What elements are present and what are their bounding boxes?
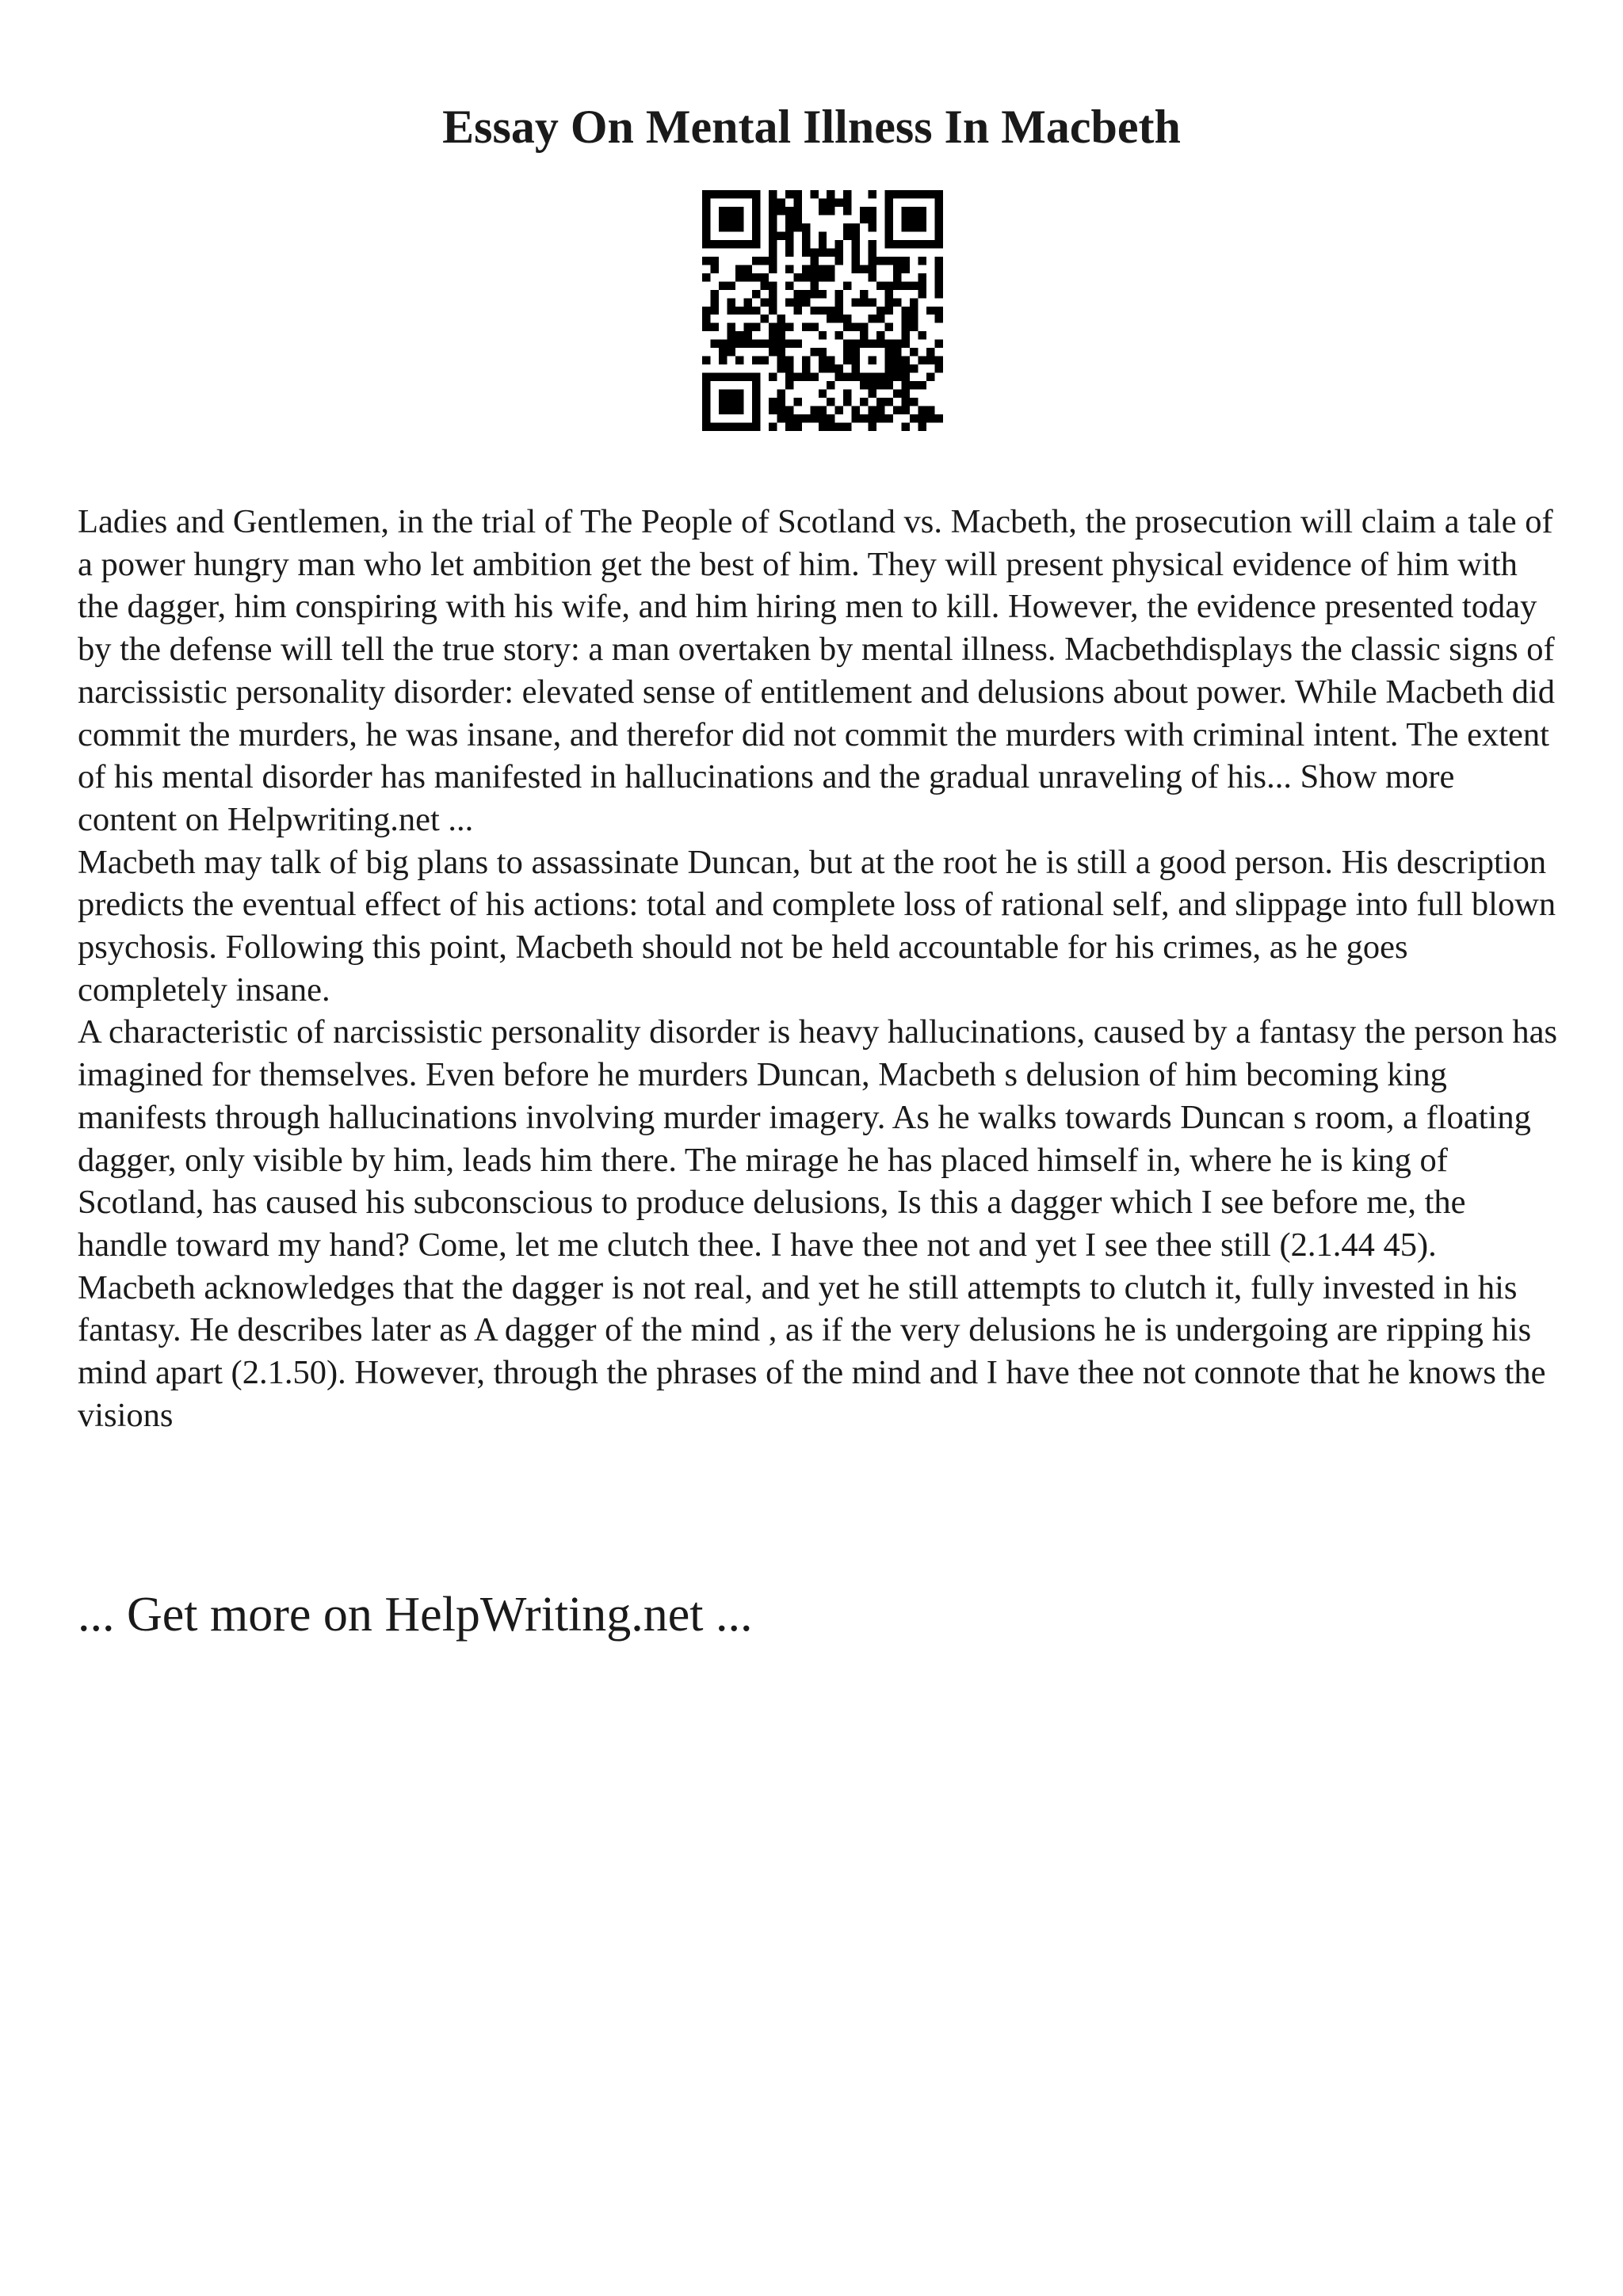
essay-body (78, 501, 1560, 1436)
page-title: Essay On Mental Illness In Macbeth (442, 101, 1181, 153)
essay-paragraph: Macbeth may talk of big plans to assassinate Duncan, but at the root he is still a good person. His description predicts the eventual effect of his actions: total and complete loss of rational self, and slippage into full blown psychosis. Following this point, Macbeth should not be held accountable for his crimes, as he goes completely insane. (78, 843, 1556, 1009)
essay-paragraph: A characteristic of narcissistic personality disorder is heavy hallucinations, caused by a fantasy the person has imagined for themselves. Even before he murders Duncan, Macbeth s delusion of him becoming king manifests through hallucinations involving murder imagery. As he walks towards Duncan s room, a floating dagger, only visible by him, leads him there. The mirage he has placed himself in, where he is king of Scotland, has caused his subconscious to produce delusions, Is this a dagger which I see before me, the handle toward my hand? Come, let me clutch thee. I have thee not and yet I see thee still (2.1.44 45). Macbeth acknowledges that the dagger is not real, and yet he still attempts to clutch it, fully invested in his fantasy. He describes later as A dagger of the mind , as if the very delusions he is undergoing are ripping his mind apart (2.1.50). However, through the phrases of the mind and I have thee not connote that he knows the visions (78, 1013, 1558, 1434)
essay-paragraph: Ladies and Gentlemen, in the trial of The People of Scotland vs. Macbeth, the prosecution will claim a tale of a power hungry man who let ambition get the best of him. They will present physical evidence of him with the dagger, him conspiring with his wife, and him hiring men to kill. However, the evidence presented today by the defense will tell the true story: a man overtaken by mental illness. Macbethdisplays the classic signs of narcissistic personality disorder: elevated sense of entitlement and delusions about power. While Macbeth did commit the murders, he was insane, and therefor did not commit the murders with criminal intent. The extent of his mental disorder has manifested in hallucinations and the gradual unraveling of his... Show more content on Helpwriting.net ... (78, 503, 1556, 838)
get-more-link[interactable]: ... Get more on HelpWriting.net ... (78, 1588, 753, 1642)
qr-code-icon (702, 190, 943, 431)
